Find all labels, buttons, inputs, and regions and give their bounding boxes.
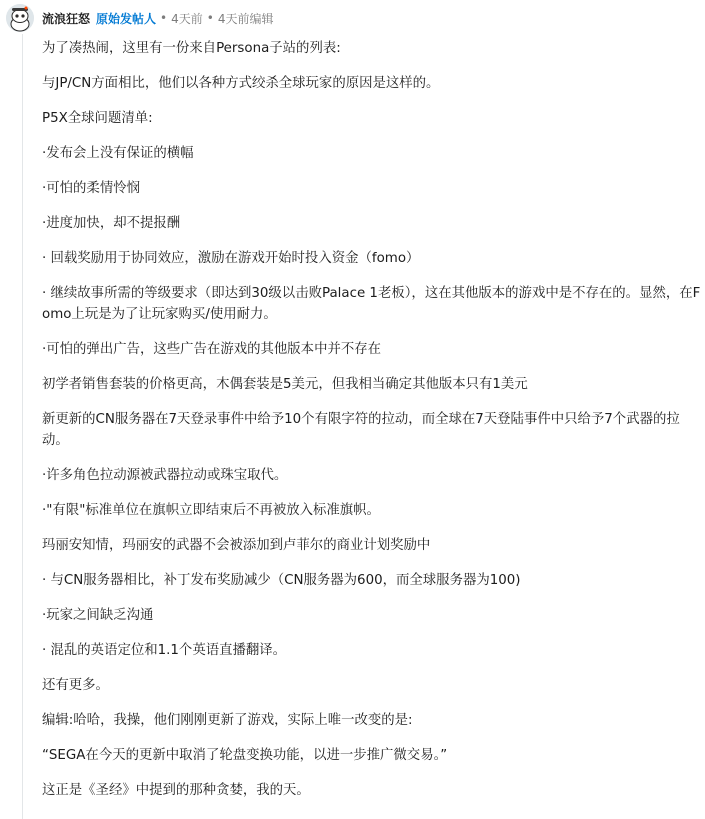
comment-paragraph: 与JP/CN方面相比，他们以各种方式绞杀全球玩家的原因是这样的。	[42, 76, 440, 91]
comment-paragraph: ·发布会上没有保证的横幅	[42, 146, 194, 161]
op-badge: 原始发帖人	[96, 11, 157, 26]
comment-paragraph: 还有更多。	[42, 678, 109, 693]
comment-paragraph: 这正是《圣经》中提到的那种贪婪，我的天。	[42, 783, 310, 798]
comment-paragraph: · 继续故事所需的等级要求（即达到30级以击败Palace 1老板），这在其他版本的游戏中是不存在的。显然，在Fomo上玩是为了让玩家购买/使用耐力。	[42, 286, 701, 322]
comment-paragraph: ·可怕的柔情怜悯	[42, 181, 140, 196]
comment-header	[6, 4, 273, 32]
comment-paragraph: 为了凑热闹，这里有一份来自Persona子站的列表:	[42, 41, 341, 56]
posted-time[interactable]: 4天前	[171, 11, 203, 26]
meta-separator: •	[206, 11, 214, 25]
comment-paragraph: 编辑:哈哈，我操，他们刚刚更新了游戏，实际上唯一改变的是:	[42, 713, 413, 728]
comment-paragraph: ·进度加快，却不提报酬	[42, 216, 181, 231]
meta-separator: •	[160, 11, 168, 25]
comment-paragraph: ·玩家之间缺乏沟通	[42, 608, 154, 623]
edited-time: 4天前编辑	[217, 11, 274, 26]
comment-paragraph: 初学者销售套装的价格更高，木偶套装是5美元，但我相当确定其他版本只有1美元	[42, 377, 528, 392]
snoo-avatar-icon[interactable]	[6, 4, 34, 32]
comment-paragraph: · 混乱的英语定位和1.1个英语直播翻译。	[42, 643, 287, 658]
comment-paragraph: ·"有限"标准单位在旗帜立即结束后不再被放入标准旗帜。	[42, 503, 380, 518]
author-username[interactable]: 流浪狂怒	[42, 11, 91, 26]
comment-paragraph: 新更新的CN服务器在7天登录事件中给予10个有限字符的拉动，而全球在7天登陆事件中只给予7个武器的拉动。	[42, 412, 680, 448]
comment-paragraph: ·许多角色拉动源被武器拉动或珠宝取代。	[42, 468, 288, 483]
comment-paragraph: · 与CN服务器相比，补丁发布奖励减少（CN服务器为600，而全球服务器为100)	[42, 573, 521, 588]
thread-line[interactable]	[22, 34, 23, 819]
comment-paragraph: ·可怕的弹出广告，这些广告在游戏的其他版本中并不存在	[42, 342, 382, 357]
comment-paragraph: P5X全球问题清单:	[42, 111, 153, 126]
comment-paragraph: 玛丽安知情，玛丽安的武器不会被添加到卢菲尔的商业计划奖励中	[42, 538, 431, 553]
comment-paragraph: “SEGA在今天的更新中取消了轮盘变换功能，以进一步推广微交易。”	[42, 748, 448, 763]
comment-paragraph: · 回载奖励用于协同效应，激励在游戏开始时投入资金（fomo）	[42, 251, 420, 266]
comment-body	[42, 38, 702, 801]
